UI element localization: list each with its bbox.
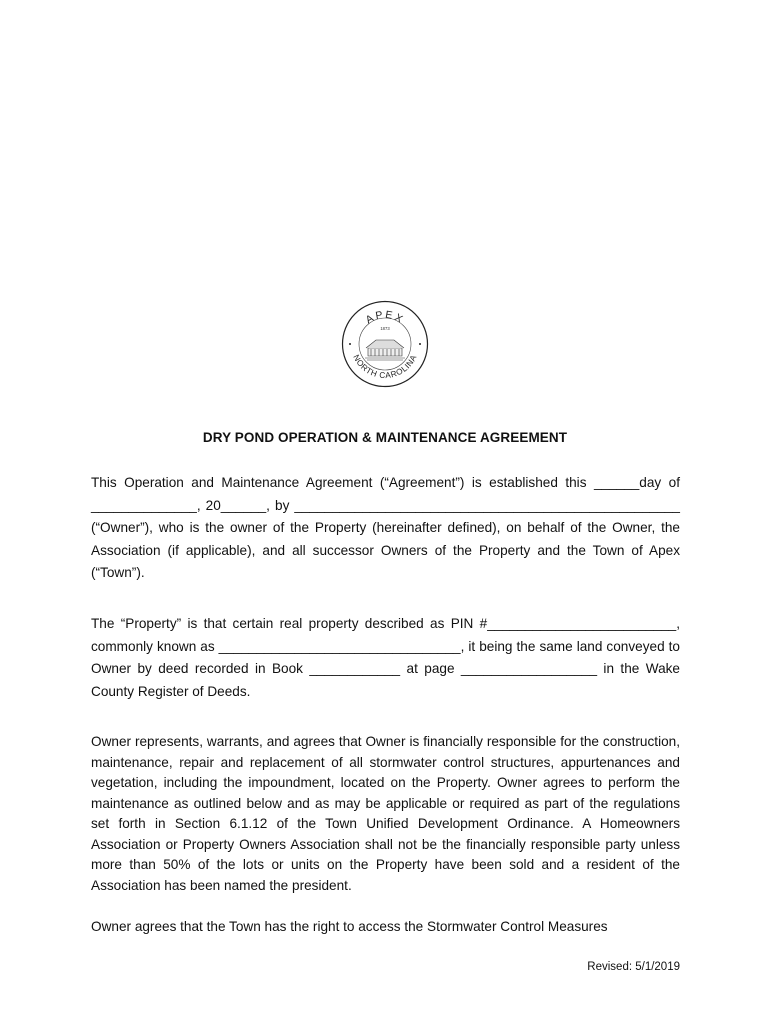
paragraph-town-access: Owner agrees that the Town has the right to access the Stormwater Control Measures [91,919,608,934]
seal-top-text: APEX [363,308,407,327]
svg-text:NORTH CAROLINA [351,353,418,380]
document-title: DRY POND OPERATION & MAINTENANCE AGREEMENT [202,430,568,445]
depot-building-icon [365,340,405,360]
svg-text:APEX [364,309,407,327]
seal-year: 1873 [380,326,390,331]
paragraph-owner-responsibility: Owner represents, warrants, and agrees that Owner is financially responsible for the construction, maintenance, repair and replacement of all stormwater control structures, appurtenances and vegetation, including the impoundment, located on the Property. Owner agrees to perform the maintenance as outlined below and as may be applicable or required as part of the regulations set forth in Section 6.1.12 of the Town Unified Development Ordinance. A Homeowners Association or Property Owners Association shall not be the financially responsible party unless more than 50% of the lots or units on the Property have been sold and a resident of the Association has been named the president. [91,734,680,893]
paragraph-property-description: The “Property” is that certain real property described as PIN #_________________________, commonly known as ________________________________, it being the same land conveyed to Owner by deed recorded in Book ____________ at page __________________ in the Wake County Register of Deeds. [91,616,680,699]
revision-date: Revised: 5/1/2019 [587,961,680,973]
town-of-apex-seal-logo [341,300,429,388]
seal-bottom-text: NORTH CAROLINA [351,353,419,381]
paragraph-agreement-parties: This Operation and Maintenance Agreement (“Agreement”) is established this ______day of ______________, 20______, by ___________________________________________________ (“Owner”), who is the owner of the Property (hereinafter defined), on behalf of the Owner, the Association (if applicable), and all successor Owners of the Property and the Town of Apex (“Town”). [91,475,680,581]
